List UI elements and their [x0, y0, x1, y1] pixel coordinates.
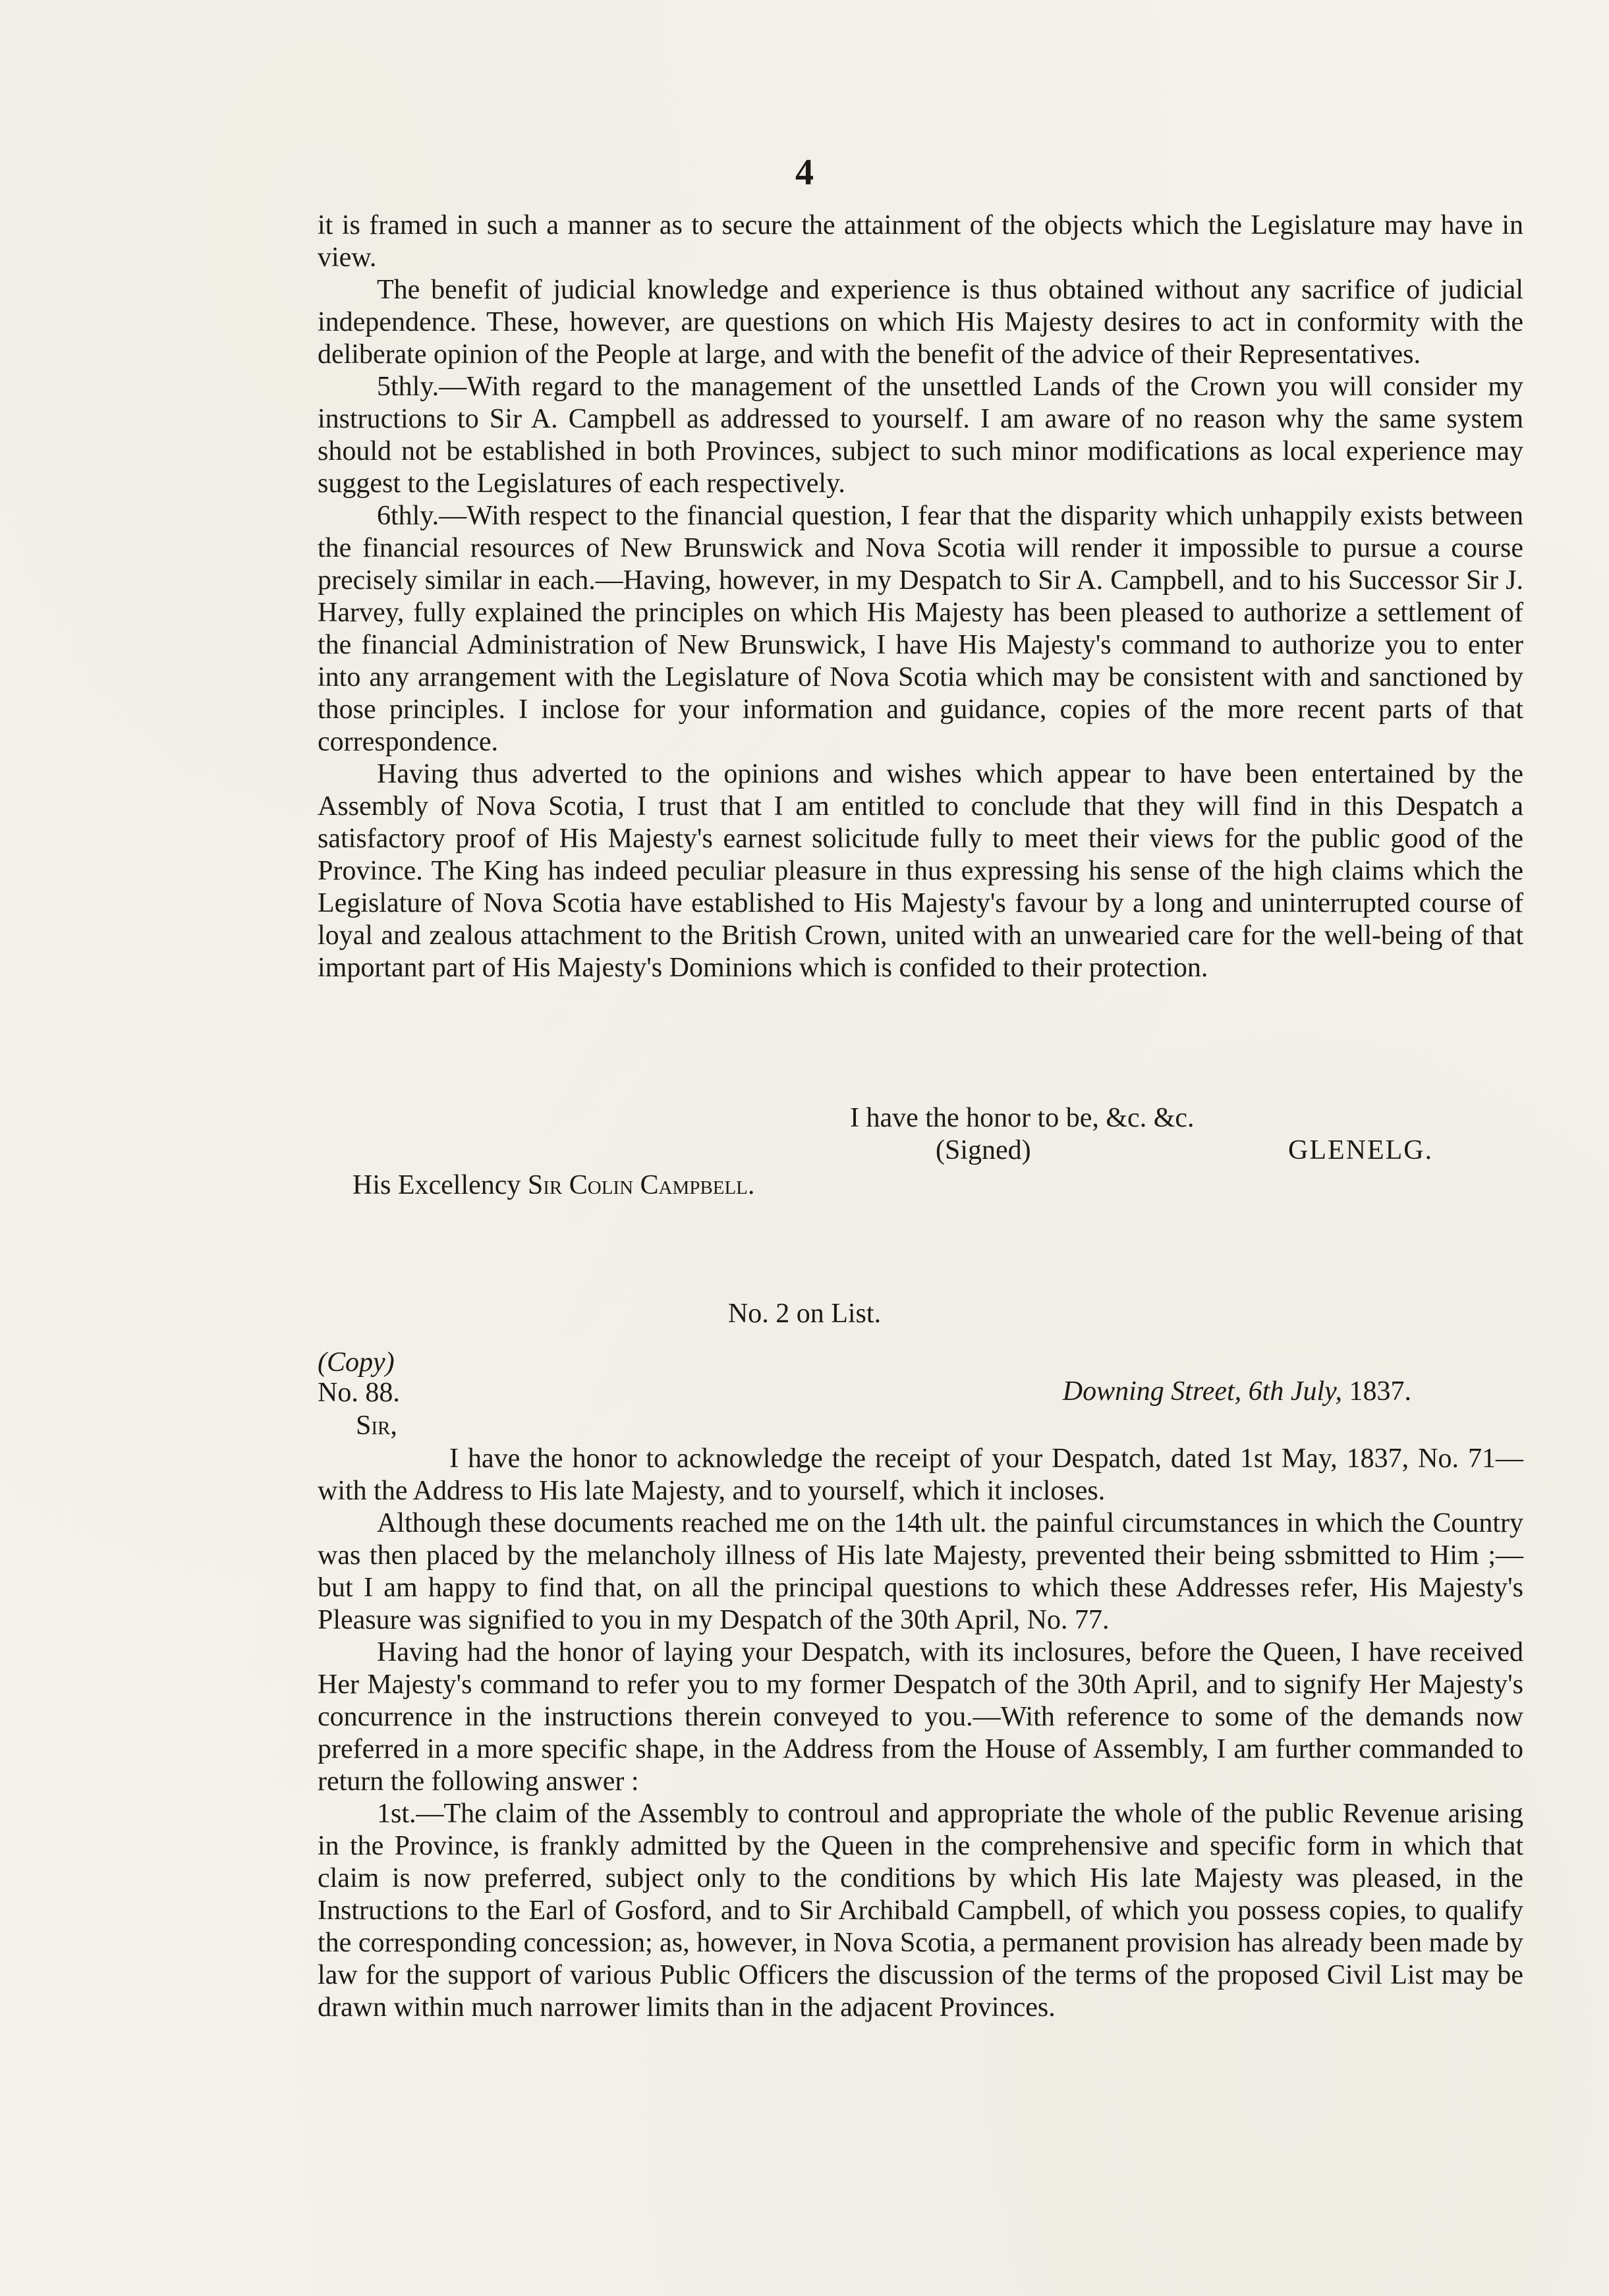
paragraph: 1st.—The claim of the Assembly to controul and appropriate the whole of the public Revenue arising in the Province, is frankly admitted by the Queen in the comprehensive and specific form in which that claim is now preferred, subject only to the conditions by which His late Majesty was pleased, in the Instructions to the Earl of Gosford, and to Sir Archibald Campbell, of which you possess copies, to qualify the corresponding concession; as, however, in Nova Scotia, a permanent provision has already been made by law for the support of various Public Officers the discussion of the terms of the proposed Civil List may be drawn within much narrower limits than in the adjacent Provinces. [318, 1799, 1523, 2023]
paragraph: 6thly.—With respect to the financial question, I fear that the disparity which unhappily exists between the financial resources of New Brunswick and Nova Scotia will render it impossible to pursue a course precisely similar in each.—Having, however, in my Despatch to Sir A. Campbell, and to his Successor Sir J. Harvey, fully explained the principles on which His Majesty has been pleased to authorize a settlement of the financial Administration of New Brunswick, I have His Majesty's command to authorize you to enter into any arrangement with the Legislature of Nova Scotia which may be consistent with and sanctioned by those principles. I inclose for your information and guidance, copies of the more recent parts of that correspondence. [318, 501, 1523, 757]
second-letter-body [318, 1443, 1523, 2024]
paragraph: The benefit of judicial knowledge and experience is thus obtained without any sacrifice of judicial independence. These, however, are questions on which His Majesty desires to act in conformity with the deliberate opinion of the People at large, and with the benefit of the advice of their Representatives. [318, 275, 1523, 370]
paragraph: Having thus adverted to the opinions and wishes which appear to have been entertained by the Assembly of Nova Scotia, I trust that I am entitled to conclude that they will find in this Despatch a satisfactory proof of His Majesty's earnest solicitude fully to meet their views for the public good of the Province. The King has indeed peculiar pleasure in thus expressing his sense of the high claims which the Legislature of Nova Scotia have established to His Majesty's favour by a long and uninterrupted course of loyal and zealous attachment to the British Crown, united with an unwearied care for the well-being of that important part of His Majesty's Dominions which is confided to their protection. [318, 759, 1523, 983]
signed-label: (Signed) [936, 1135, 1031, 1165]
addressee-prefix: His Excellency [353, 1170, 521, 1200]
addressee-name: Sir Colin Campbell. [527, 1170, 755, 1200]
paragraph: I have the honor to acknowledge the receipt of your Despatch, dated 1st May, 1837, No. 71—with the Address to His late Majesty, and to yourself, which it incloses. [318, 1443, 1523, 1506]
paragraph: Having had the honor of laying your Despatch, with its inclosures, before the Queen, I have received Her Majesty's command to refer you to my former Despatch of the 30th April, and to signify Her Majesty's concurrence in the instructions therein conveyed to you.—With reference to some of the demands now preferred in a more specific shape, in the Address from the House of Assembly, I am further commanded to return the following answer : [318, 1637, 1523, 1797]
despatch-number: No. 88. [318, 1378, 400, 1408]
closing-line: I have the honor to be, &c. &c. [850, 1103, 1195, 1133]
dateline-year: 1837. [1349, 1376, 1411, 1407]
dateline [1063, 1376, 1411, 1408]
salutation: Sir, [356, 1411, 397, 1441]
dateline-place: Downing Street, 6th July, [1062, 1376, 1342, 1407]
paragraph: 5thly.—With regard to the management of the unsettled Lands of the Crown you will consider my instructions to Sir A. Campbell as addressed to yourself. I am aware of no reason why the same system should not be established in both Provinces, subject to such minor modifications as local experience may suggest to the Legislatures of each respectively. [318, 372, 1523, 499]
page-number: 4 [795, 152, 814, 193]
copy-mark: (Copy) [318, 1347, 395, 1378]
signer-name: GLENELG. [1288, 1135, 1434, 1165]
first-letter-body [318, 210, 1523, 984]
paragraph: Although these documents reached me on the 14th ult. the painful circumstances in which the Country was then placed by the melancholy illness of His late Majesty, prevented their being ssbmitted to Him ;—but I am happy to find that, on all the principal questions to which these Addresses refer, His Majesty's Pleasure was signified to you in my Despatch of the 30th April, No. 77. [318, 1508, 1523, 1635]
paragraph: it is framed in such a manner as to secure the attainment of the objects which the Legislature may have in view. [318, 210, 1523, 273]
list-heading: No. 2 on List. [727, 1299, 882, 1329]
addressee [353, 1169, 754, 1202]
